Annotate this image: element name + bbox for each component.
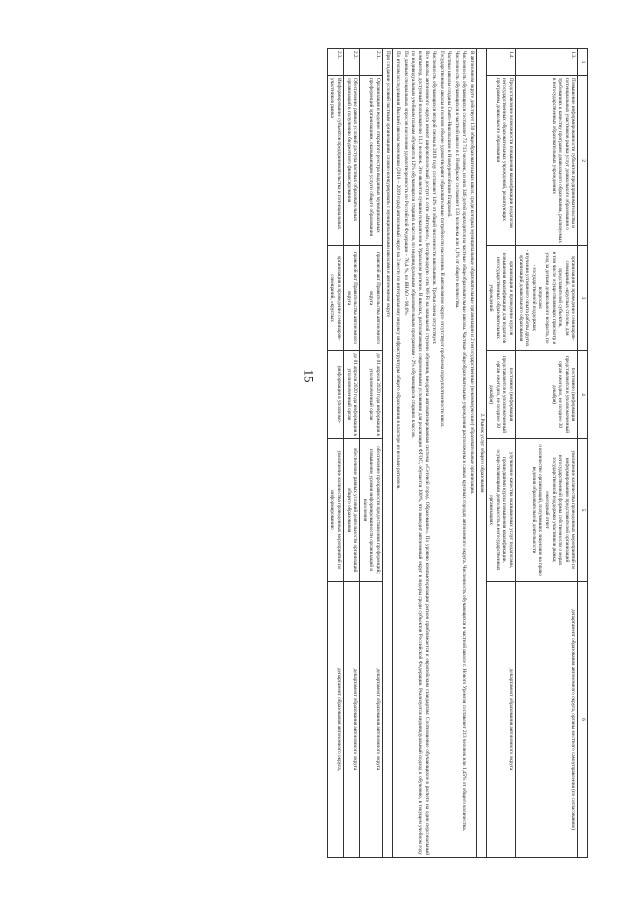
row-activity: Информирование субъектов предпринимательства и потенциальных участников рынка	[327, 76, 343, 246]
header-cell: 3	[578, 246, 588, 351]
section-text-row	[392, 49, 477, 858]
row-measure: правовой акт Правительства автономного округа	[360, 246, 383, 351]
measure-line: в том числе осуществляющих присмотр и уход за детьми дошкольного возраста, по вопросам:	[537, 251, 557, 345]
row-measure: организация и проведение семинаров-совещаний, «круглых	[327, 246, 343, 351]
row-activity: Повышение информированности субъектов предпринимательства и потенциальных участников рынка услуг дошкольного образования о требованиях к качеству программ дошкольного образования, реализуемых в негосударственных образовательных учреждениях	[516, 76, 578, 246]
row-executor: департамент образования автономного округа,	[327, 582, 343, 858]
page-number: 15	[301, 369, 317, 383]
row-result: увеличение количества проведенных мероприятий по информированию	[327, 439, 343, 582]
table-row	[516, 49, 578, 858]
row-measure	[516, 246, 578, 351]
result-line: улучшение качества оказываемых услуг педагогами, прошедшими курсы повышения квалификации, осуществляющими деятельность в негосударственных организациях	[488, 449, 515, 571]
section-paragraph: В автономном округе действует 130 общеобразовательных школ, среди которых муниципальные образовательные организации и 2 негосударственные (некоммерческие) образовательные организации.	[469, 51, 476, 495]
measures-table	[327, 48, 588, 858]
row-executor: департамент образования автономного округа	[486, 582, 515, 858]
row-number: 1.3.	[516, 49, 578, 76]
subsection-title-row	[382, 49, 392, 858]
section-paragraph: Частные школы созданы Свято-Никольским и Новоуренгойским Епархией.	[446, 51, 453, 218]
row-result	[516, 439, 578, 582]
row-term: постоянно (информация представляется в уполномоченный орган ежегодно, не позднее 30 декабря)	[516, 351, 578, 439]
row-executor: департамент образования автономного округа	[360, 582, 383, 858]
table-row	[486, 49, 515, 858]
section-paragraph: По данным специальных опросов населения удовлетворенность по Российской Федерации – 76,4 %, по ЯНАО – 90,6%.	[402, 51, 409, 316]
section-title-row	[477, 49, 487, 858]
section-title: 2. Рынок услуг общего образования	[477, 49, 487, 858]
rotated-page-content	[98, 48, 588, 858]
subsection-title: При создании условий частным организациям сложно конкурировать с муниципальными школами в автономном округе	[382, 49, 392, 858]
section-paragraph: Государственные школы в полном объеме удовлетворяют образовательные потребности населения. В автономном округе отсутствует проблема переуплотненности школ.	[438, 51, 445, 428]
table-row	[327, 49, 343, 858]
row-result: обеспечение равных условий деятельности организаций общего образования	[344, 439, 360, 582]
row-term: до 01 апреля 2020 года информация в уполномоченный орган	[360, 351, 383, 439]
section-paragraph: Численность обучающихся в частной школе в г. Ноябрьске составляет 133 человека или 1,1% от общего количества.	[453, 51, 460, 309]
measure-line: организация и проведение курсов повышения квалификации для педагогов негосударственных образовательных учреждений	[488, 252, 515, 344]
row-executor: департамент образования автономного округа	[344, 582, 360, 858]
header-cell: 4	[578, 351, 588, 439]
row-executor: департамент образования автономного округа, органы местного самоуправления (по согласованию)	[516, 582, 578, 858]
section-paragraph: Численность обучающихся второй смены в 2019 году составляет 14% от общей численности школьников. Третья смена отсутствует.	[431, 51, 438, 345]
row-activity: Обеспечение равных условий доступа частных образовательных организаций к получению бюджетного финансирования	[344, 76, 360, 246]
row-number: 1.4.	[486, 49, 515, 76]
measure-line: организация и проведение семинаров-совещаний, «круглых столов» для представителей субъектов,	[557, 255, 577, 341]
row-measure	[486, 246, 515, 351]
result-line: о количестве организаций, получивших лицензию на право ведения образовательной деятельности	[530, 444, 544, 576]
row-measure: правовой акт Правительства автономного округа	[344, 246, 360, 351]
header-cell: 1	[578, 49, 588, 76]
row-term: (информация в уполномо-	[327, 351, 343, 439]
row-result: обеспечение прозрачности предоставления преференций; повышение уровня информированности организаций и населения	[360, 439, 383, 582]
result-line: увеличение количества проведенных мероприятий по информированию представителей организаций негосударственной формы собственности о мерах государственной поддержки участников рынка;	[550, 450, 577, 570]
row-result	[486, 439, 515, 582]
row-number: 2.3.	[327, 49, 343, 76]
section-paragraph: По итогам исследования Высшей школы экономики (2018 – 2019 годы) автономный округ на 3 месте по интегральному индексу инфраструктуры общего образования в кластере из восьми регионов.	[395, 51, 402, 490]
table-row	[360, 49, 383, 858]
measure-line: - изучения успешного опыта работы других организаций дошкольного образования	[517, 249, 531, 347]
header-cell: 5	[578, 439, 588, 582]
row-number: 2.2.	[344, 49, 360, 76]
table-header-row	[578, 49, 588, 858]
measure-line: - государственной поддержки;	[530, 264, 537, 332]
row-term: постоянно (информация представляется в уполномоченный орган ежегодно, не позднее 30 декабря)	[486, 351, 515, 439]
section-paragraph: Все школы автономного округа имеют широкополосный доступ к сети «Интернет», беспроводную сеть Wi-Fi на начальной ступени обучения, внедрена автоматизированная система «Сетевой город. Образование». По уровню компьютеризации регион приближается к европейским стандартам: Соотношение обучающихся в расчете на один персональный компьютер, доступный пользователю 11,1 человек. Это является лучшим показателем в Уральском регионе. В школах, располагающих современными условиями для реализации ФГОС, обучается 100%, что выводит автономный округ в лидеры среди субъектов Российской Федерации. Реализуется индивидуальный подход к обучению, в текущем учебном году по индивидуальным учебным планам обучаются 12% обучающихся старших классов, по индивидуальным образовательным программам - 2% обучающихся старших классов.	[410, 51, 430, 855]
header-cell: 2	[578, 76, 588, 246]
section-paragraph: Численность обучающихся составляет 73 713 человек, из них 346 детей приходится на частные общеобразовательные школы. Частные общеобразовательные учреждения расположены в самых крупных городах автономного округа. Численность обучающихся в частной школе г. Нового Уренгоя составляет 213 человек или 1,45% от общего количества.	[461, 51, 468, 831]
table-row	[344, 49, 360, 858]
header-cell: 6	[578, 582, 588, 858]
row-activity: Организация и ведение открытого реестра выданных муниципальных преференций организациям, оказывающим услуги общего образования	[360, 76, 383, 246]
row-number: 2.1.	[360, 49, 383, 76]
row-activity: Предоставление возможности повышения квалификации педагогам негосударственных образовательных учреждений, реализующих программы дошкольного образования	[486, 76, 515, 246]
row-term: до 01 апреля 2020 года информация в уполномоченный орган	[344, 351, 360, 439]
section-text	[392, 49, 477, 858]
result-line: ежегодный отчет	[544, 491, 551, 529]
